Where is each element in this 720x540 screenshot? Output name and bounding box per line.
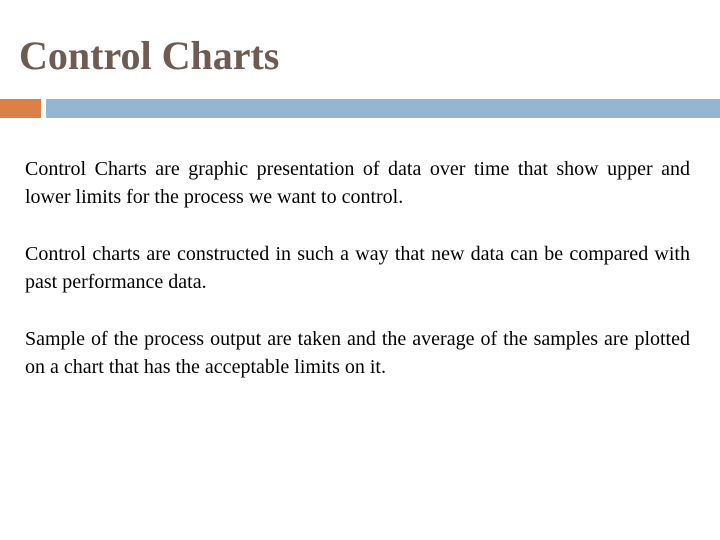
title-accent-bar — [0, 99, 41, 118]
body-paragraph-1: Control Charts are graphic presentation of data over time that show upper and lower limits for the process we want to control. — [25, 158, 690, 208]
body-paragraph-3: Sample of the process output are taken and the average of the samples are plotted on a chart that has the acceptable limits on it. — [25, 328, 690, 378]
body-paragraph-2: Control charts are constructed in such a way that new data can be compared with past performance data. — [25, 243, 690, 293]
slide-body — [25, 155, 690, 410]
title-underline-bar — [46, 99, 720, 118]
slide-title: Control Charts — [19, 33, 280, 78]
